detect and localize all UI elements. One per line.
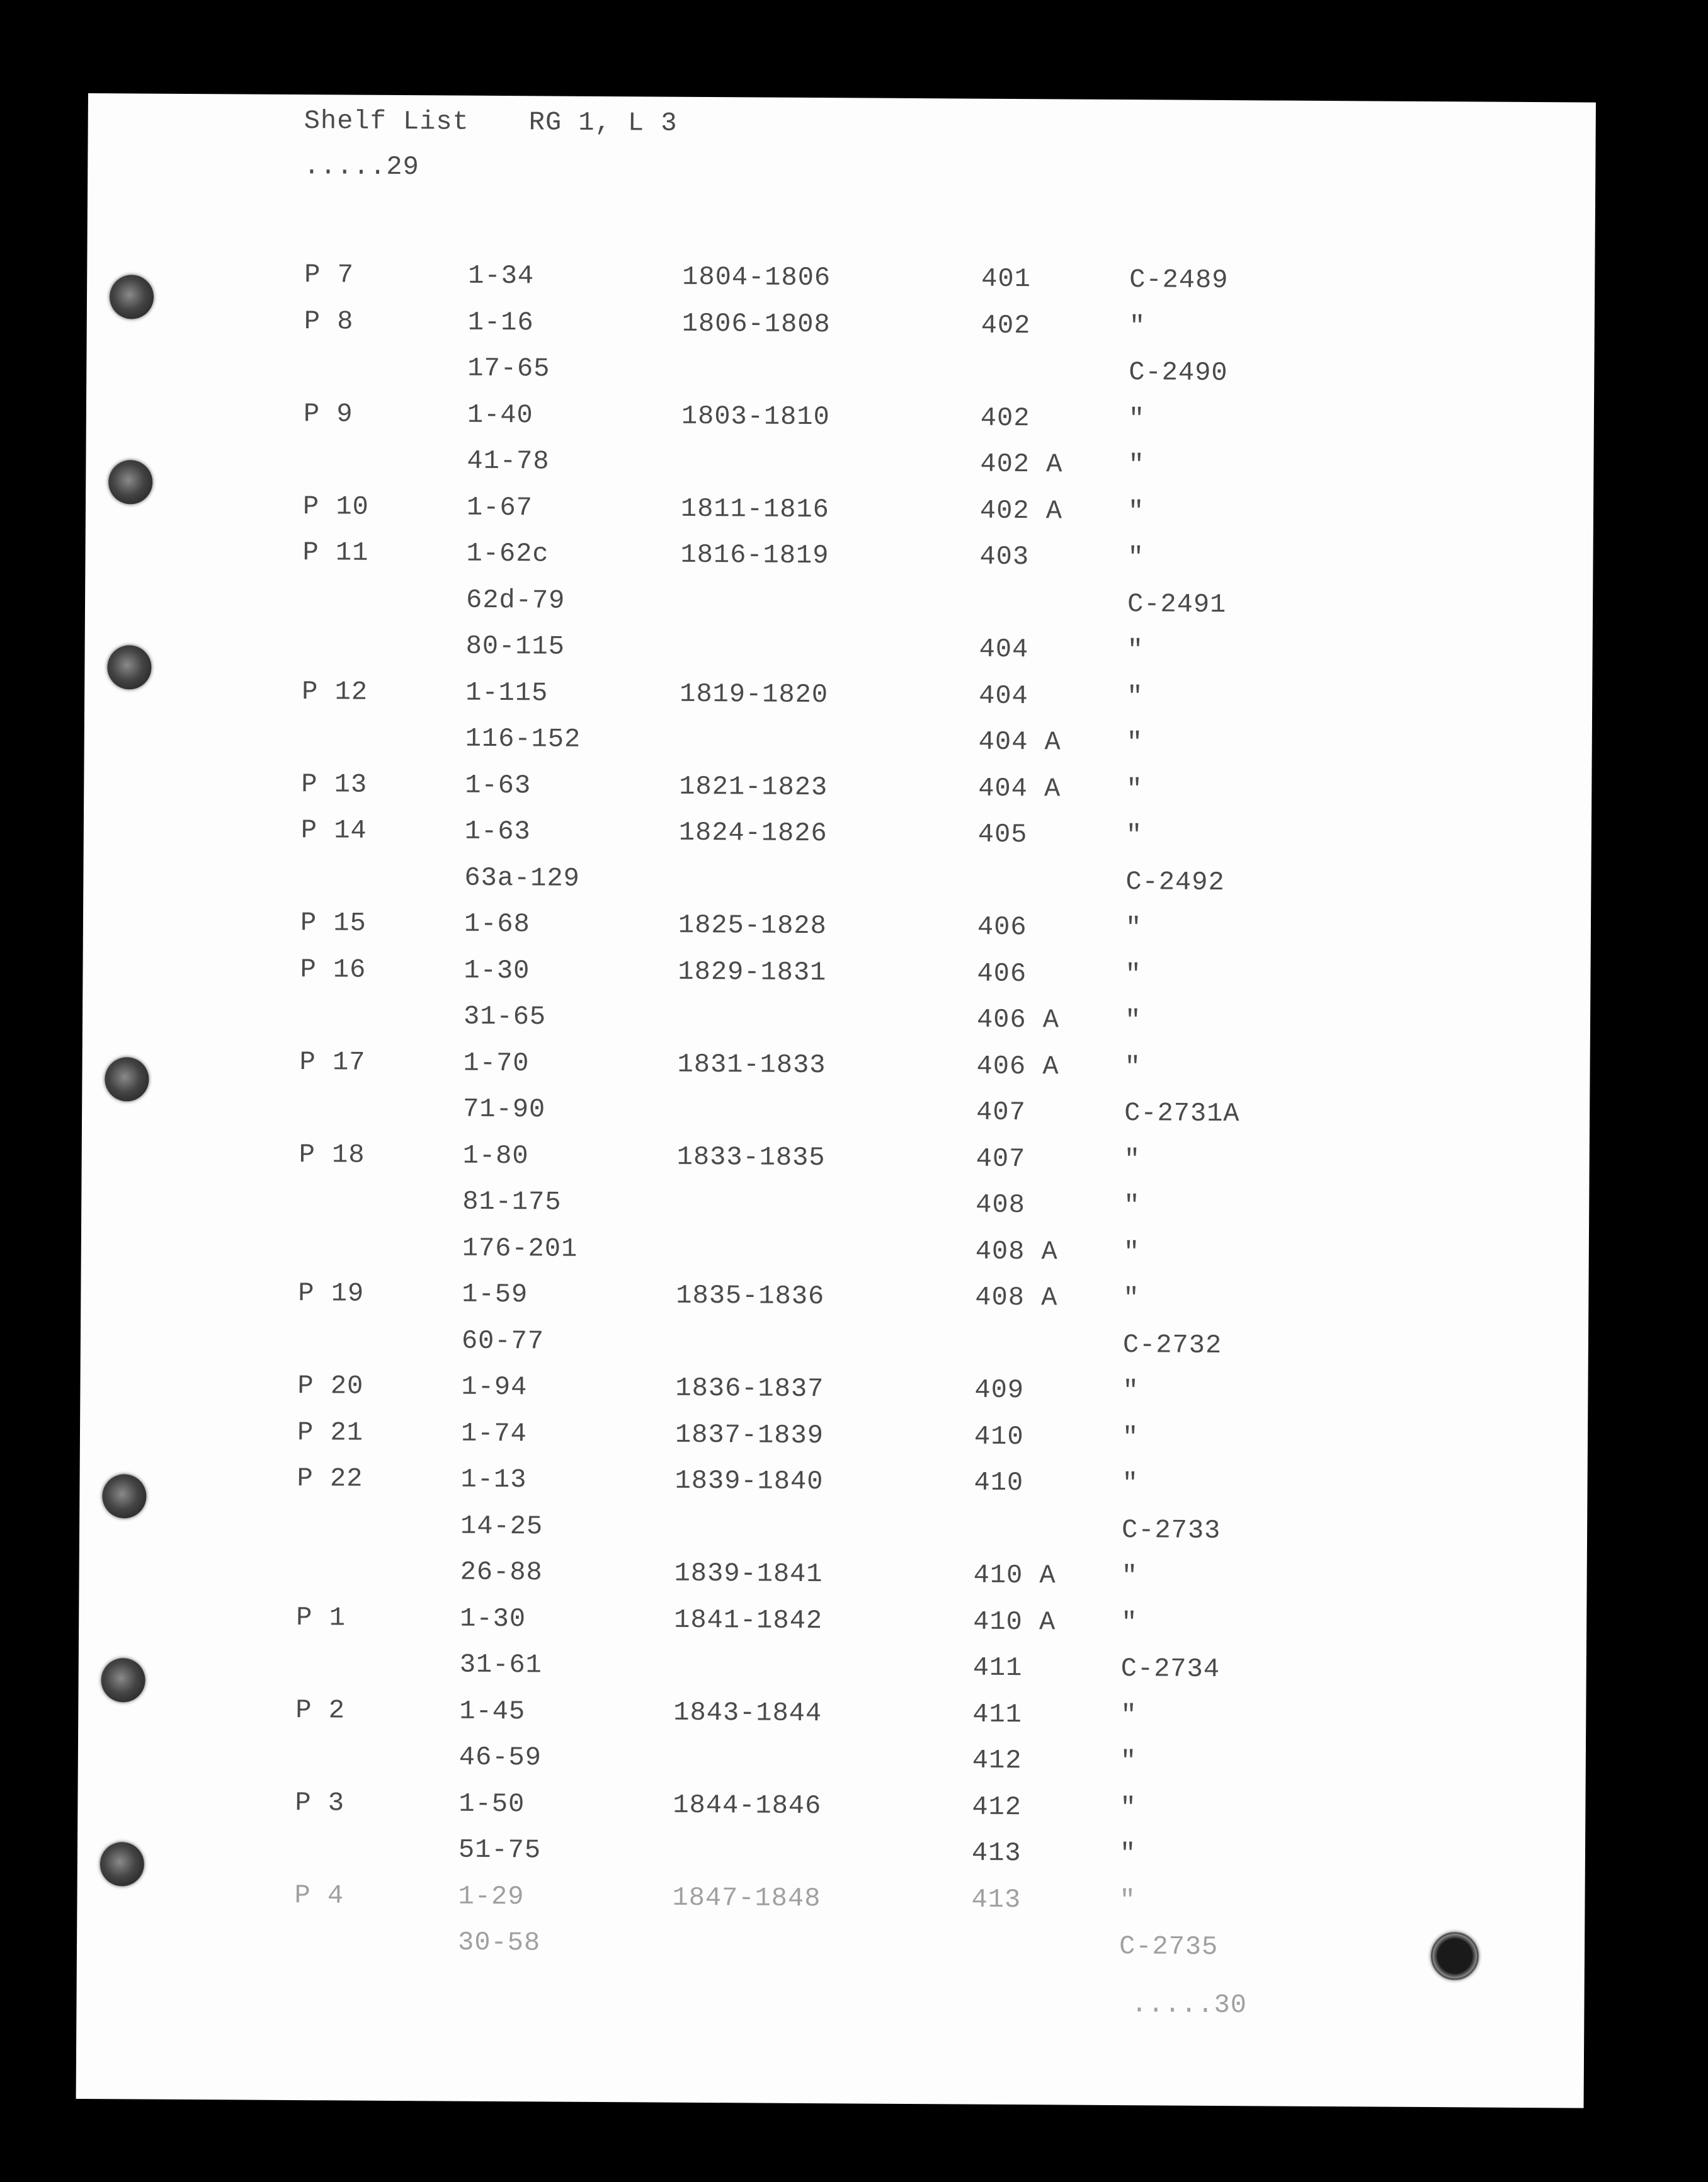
table-row [79,1555,1586,1608]
cell-c3: 1847-1848 [672,1882,821,1914]
cell-c1: P 1 [296,1602,346,1633]
cell-c5: C-2489 [1129,265,1229,296]
table-row [79,1601,1586,1654]
cell-c4: 404 A [978,726,1061,758]
cell-c2: 1-67 [466,492,533,523]
cell-c4: 407 [976,1097,1026,1128]
cell-c1: P 21 [297,1417,363,1448]
cell-c4: 403 [979,541,1030,573]
cell-c1: P 7 [304,260,355,290]
cell-c4: 404 [979,634,1029,665]
table-row [84,814,1591,867]
cell-c4: 411 [972,1699,1023,1730]
cell-c4: 406 A [976,1051,1059,1082]
cell-c5: C-2492 [1125,866,1225,898]
cell-c5: " [1126,774,1143,804]
cell-c1: P 15 [300,908,367,939]
table-row [87,258,1595,312]
table-row [86,351,1594,404]
cell-c4: 411 [972,1652,1023,1684]
table-row [81,1323,1588,1376]
cell-c5: C-2733 [1121,1514,1221,1546]
table-row [84,675,1592,728]
cell-c3: 1816-1819 [680,539,829,571]
table-row [84,629,1592,682]
cell-c3: 1836-1837 [675,1373,824,1405]
cell-c3: 1835-1836 [676,1280,825,1312]
cell-c5: " [1128,403,1146,434]
table-row [83,906,1591,960]
cell-c5: " [1126,728,1144,758]
cell-c5: " [1119,1885,1136,1916]
table-row [77,1878,1585,1932]
cell-c2: 1-59 [462,1279,528,1310]
cell-c5: C-2734 [1120,1654,1221,1685]
cell-c3: 1824-1826 [678,817,828,849]
cell-c4: 413 [971,1884,1022,1915]
cell-c2: 46-59 [458,1742,542,1773]
cell-c2: 17-65 [467,353,550,384]
cell-c1: P 2 [295,1694,346,1726]
cell-c2: 30-58 [457,1927,541,1958]
cell-c5: " [1122,1422,1139,1453]
cell-c2: 1-29 [458,1881,525,1912]
cell-c2: 176-201 [462,1233,578,1264]
cell-c4: 410 [974,1421,1024,1452]
cell-c2: 116-152 [465,723,581,755]
cell-c2: 62d-79 [465,585,566,616]
cell-c4: 402 A [980,448,1063,480]
cell-c1: P 13 [301,768,368,800]
cell-c4: 402 A [979,495,1063,526]
cell-c3: 1819-1820 [680,678,829,710]
cell-c3: 1829-1831 [678,956,827,988]
cell-c4: 410 A [973,1560,1056,1591]
cell-c5: " [1125,820,1143,851]
cell-c4: 402 [980,403,1030,433]
table-row [83,952,1590,1006]
cell-c4: 406 [977,911,1027,943]
cell-c5: " [1120,1746,1137,1777]
cell-c4: 402 [981,310,1031,341]
cell-c2: 1-74 [460,1418,527,1449]
cell-c4: 408 [976,1189,1026,1221]
table-row [81,1184,1589,1238]
cell-c2: 1-80 [462,1140,529,1171]
cell-c2: 1-34 [468,260,535,292]
cell-c4: 406 A [976,1004,1060,1036]
cell-c3: 1844-1846 [673,1790,822,1821]
cell-c2: 81-175 [462,1186,562,1218]
cell-c4: 413 [971,1837,1022,1869]
cell-c2: 1-16 [467,307,534,338]
cell-c3: 1841-1842 [674,1604,823,1636]
cell-c2: 1-68 [464,908,530,940]
cell-c1: P 3 [295,1787,345,1819]
table-row [82,1092,1590,1145]
cell-c4: 412 [972,1791,1022,1822]
cell-c3: 1843-1844 [673,1697,823,1728]
cell-c3: 1831-1833 [677,1049,826,1080]
cell-c1: P 18 [299,1139,365,1170]
cell-c2: 1-94 [461,1371,528,1403]
cell-c4: 401 [981,263,1031,295]
cell-c3: 1825-1828 [678,910,827,942]
cell-c1: P 10 [302,491,369,522]
cell-c1: P 20 [297,1371,364,1402]
cell-c5: " [1120,1792,1137,1823]
cell-c5: " [1122,1376,1139,1407]
table-row [85,582,1593,636]
cell-c5: " [1129,311,1146,341]
cell-c5: " [1127,681,1144,712]
cell-c5: C-2490 [1129,357,1228,389]
cell-c2: 41-78 [467,445,550,477]
table-row [79,1462,1587,1516]
table-row [80,1415,1588,1469]
table-row [83,999,1590,1053]
cell-c2: 1-63 [465,770,532,801]
cell-c5: " [1125,913,1142,944]
cell-c3: 1837-1839 [675,1419,824,1451]
cell-c1: P 8 [304,306,354,337]
cell-c5: C-2491 [1127,588,1227,620]
table-row [86,489,1593,543]
cell-c5: " [1127,542,1144,573]
table-row [79,1647,1586,1701]
table-row [77,1786,1585,1839]
table-row [78,1740,1586,1793]
cell-c2: 80-115 [465,631,566,662]
cell-c5: " [1124,1191,1141,1221]
cell-c4: 409 [974,1374,1025,1406]
cell-c2: 1-63 [464,816,531,847]
table-row [81,1230,1589,1284]
cell-c3: 1833-1835 [676,1141,826,1173]
cell-c5: " [1121,1607,1138,1638]
table-row [83,860,1591,913]
table-row [86,443,1593,497]
cell-c5: " [1123,1237,1141,1267]
cell-c2: 31-61 [459,1649,542,1681]
cell-c5: " [1119,1839,1137,1870]
cell-c2: 60-77 [461,1325,545,1356]
cell-c1: P 22 [297,1463,363,1494]
header-page-ref: .....29 [304,151,419,183]
cell-c3: 1804-1806 [682,261,831,294]
cell-c1: P 11 [302,537,369,568]
cell-c5: " [1124,1051,1141,1082]
table-row [80,1369,1588,1423]
cell-c2: 1-30 [464,955,530,986]
cell-c5: " [1120,1699,1137,1730]
cell-c1: P 19 [298,1278,365,1309]
cell-c2: 31-65 [463,1001,547,1032]
table-row [77,1925,1585,1979]
cell-c1: P 14 [300,815,367,846]
cell-c4: 408 A [975,1282,1058,1313]
cell-c4: 407 [976,1143,1026,1174]
cell-c5: " [1127,635,1144,666]
cell-c5: C-2732 [1122,1329,1222,1361]
cell-c2: 51-75 [458,1834,542,1866]
cell-c5: " [1124,1144,1141,1175]
cell-c3: 1803-1810 [681,401,830,432]
cell-c4: 404 A [978,773,1061,804]
cell-c5: " [1124,1005,1142,1036]
cell-c2: 1-50 [458,1788,525,1819]
cell-c4: 406 [977,958,1027,989]
cell-c2: 1-70 [463,1048,530,1078]
cell-c1: P 9 [303,398,353,430]
cell-c1: P 4 [294,1880,344,1911]
table-row [81,1138,1589,1191]
cell-c2: 63a-129 [464,862,580,894]
cell-c4: 408 A [975,1236,1058,1267]
cell-c3: 1839-1840 [675,1465,824,1497]
table-row [82,1045,1590,1099]
cell-c1: P 17 [299,1046,366,1078]
table-row [78,1693,1586,1747]
cell-c5: " [1123,1283,1140,1314]
table-row [77,1832,1585,1886]
header-record-group: RG 1, L 3 [528,107,678,139]
cell-c4: 410 A [973,1606,1056,1637]
cell-c4: 410 [974,1467,1024,1499]
cell-c2: 1-40 [467,399,533,430]
cell-c2: 1-30 [460,1603,527,1634]
cell-c2: 1-45 [459,1696,526,1727]
table-row [79,1508,1587,1562]
table-row [87,304,1595,358]
cell-c5: " [1125,959,1142,990]
cell-c2: 26-88 [460,1557,543,1588]
cell-c4: 404 [979,680,1028,711]
cell-c5: C-2735 [1119,1931,1219,1963]
cell-c4: 412 [972,1745,1022,1776]
cell-c5: " [1121,1561,1139,1592]
cell-c4: 405 [977,819,1028,850]
cell-c2: 1-115 [465,677,549,708]
cell-c3: 1821-1823 [679,771,828,803]
table-row [85,536,1593,590]
cell-c3: 1811-1816 [680,493,829,525]
table-row [84,767,1591,821]
table-row [81,1277,1588,1330]
cell-c2: 1-62c [466,538,549,569]
cell-c5: " [1122,1468,1139,1499]
cell-c3: 1806-1808 [681,308,831,340]
document-page [76,93,1596,2108]
cell-c2: 71-90 [463,1094,546,1125]
header-title: Shelf List [304,106,469,137]
cell-c3: 1839-1841 [674,1558,823,1590]
table-row [84,721,1591,775]
cell-c2: 14-25 [460,1511,544,1541]
cell-c2: 1-13 [460,1464,527,1495]
cell-c5: " [1128,450,1145,481]
cell-c1: P 16 [300,954,367,985]
cell-c5: " [1127,496,1145,527]
cell-c5: C-2731A [1124,1098,1240,1129]
cell-c1: P 12 [302,676,368,707]
footer-page-ref: .....30 [1131,1989,1248,2021]
table-row [86,397,1594,450]
